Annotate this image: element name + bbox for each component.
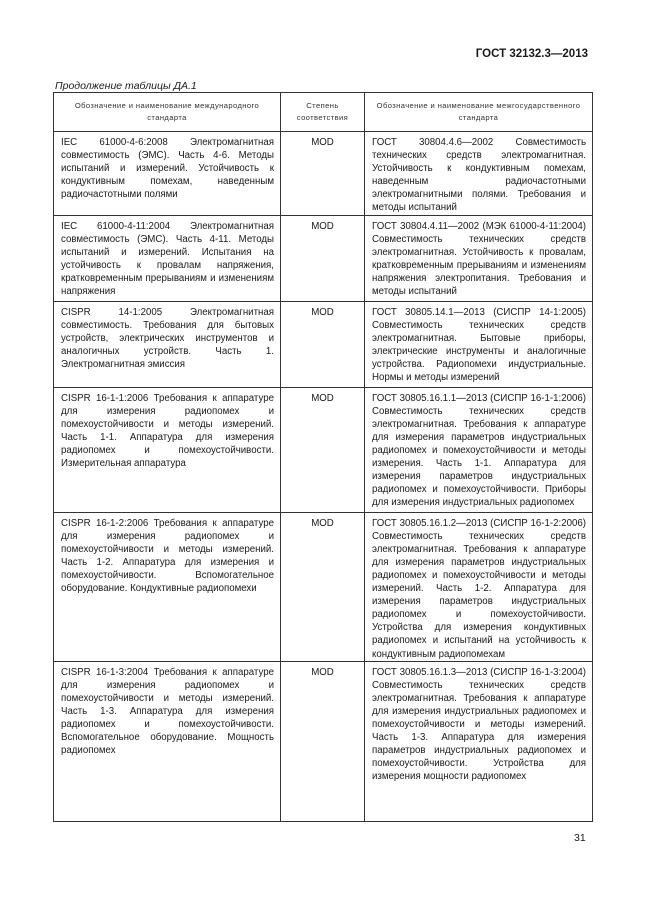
page-number: 31 <box>574 832 586 844</box>
table-row <box>54 215 593 301</box>
table-row <box>54 512 593 661</box>
cell-international-standard: CISPR 16-1-1:2006 Требования к аппаратуре для измерения радиопомех и помехоустойчивости и методы измерений. Часть 1-1. Аппаратура для измерения радиопомех и помехоустойчивости. Измерительная аппаратура <box>54 387 281 512</box>
cell-degree: MOD <box>281 132 365 216</box>
table-row <box>54 387 593 512</box>
cell-interstate-standard: ГОСТ 30805.14.1—2013 (СИСПР 14-1:2005) Совместимость технических средств электромагнитная. Бытовые приборы, электрические инструменты и аналогичные устройства. Радиопомехи индустриальные. Нормы и методы измерений <box>365 301 593 387</box>
table-row <box>54 661 593 821</box>
cell-international-standard: CISPR 16-1-3:2004 Требования к аппаратуре для измерения радиопомех и помехоустойчивости и методы измерений. Часть 1-3. Аппаратура для измерения радиопомех и помехоустойчивости. Вспомогательное оборудование. Мощность радиопомех <box>54 661 281 821</box>
cell-interstate-standard: ГОСТ 30805.16.1.2—2013 (СИСПР 16-1-2:2006) Совместимость технических средств электромагнитная. Требования к аппаратуре для измерения параметров индустриальных радиопомех и помехоустойчивости и методы измерений. Часть 1-2. Аппаратура для измерения параметров индустриальных радиопомех и помехоустойчивости. Устройства для измерения кондуктивных радиопомех и испытаний на устойчивость к кондуктивным радиопомехам <box>365 512 593 661</box>
cell-degree: MOD <box>281 512 365 661</box>
cell-interstate-standard: ГОСТ 30805.16.1.1—2013 (СИСПР 16-1-1:2006) Совместимость технических средств электромагнитная. Требования к аппаратуре для измерения параметров индустриальных радиопомех и помехоустойчивости и методы измерения. Часть 1-1. Аппаратура для измерения параметров индустриальных радиопомех и помехоустойчивости. Приборы для измерения индустриальных радиопомех <box>365 387 593 512</box>
cell-degree: MOD <box>281 387 365 512</box>
cell-international-standard: IEC 61000-4-11:2004 Электромагнитная совместимость (ЭМС). Часть 4-11. Методы испытаний и измерений. Испытания на устойчивость к провалам напряжения, кратковременным прерываниям и изменениям напряжения <box>54 215 281 301</box>
cell-international-standard: CISPR 14-1:2005 Электромагнитная совместимость. Требования для бытовых устройств, электрических инструментов и аналогичных устройств. Часть 1. Электромагнитная эмиссия <box>54 301 281 387</box>
cell-interstate-standard: ГОСТ 30804.4.6—2002 Совместимость технических средств электромагнитная. Устойчивость к кондуктивным помехам, наведенным радиочастотными электромагнитными полями. Требования и методы испытаний <box>365 132 593 216</box>
header-degree-of-correspondence: Степень соответствия <box>281 93 365 132</box>
standard-designation: ГОСТ 32132.3—2013 <box>475 48 588 60</box>
table-header-row <box>54 93 593 132</box>
header-interstate-standard: Обозначение и наименование межгосударственного стандарта <box>365 93 593 132</box>
table-row <box>54 132 593 216</box>
cell-degree: MOD <box>281 661 365 821</box>
header-international-standard: Обозначение и наименование международного стандарта <box>54 93 281 132</box>
cell-degree: MOD <box>281 215 365 301</box>
cell-interstate-standard: ГОСТ 30805.16.1.3—2013 (СИСПР 16-1-3:2004) Совместимость технических средств электромагнитная. Требования к аппаратуре для измерения индустриальных радиопомех и помехоустойчивости и методы измерений. Часть 1-3. Аппаратура для измерения параметров индустриальных радиопомех и помехоустойчивости. Устройства для измерения мощности радиопомех <box>365 661 593 821</box>
cell-interstate-standard: ГОСТ 30804.4.11—2002 (МЭК 61000-4-11:2004) Совместимость технических средств электромагнитная. Устойчивость к провалам, кратковременным прерываниям и изменениям напряжения электропитания. Требования и методы испытаний <box>365 215 593 301</box>
cell-international-standard: IEC 61000-4-6:2008 Электромагнитная совместимость (ЭМС). Часть 4-6. Методы испытаний и измерений. Устойчивость к кондуктивным помехам, наведенным радиочастотными полями <box>54 132 281 216</box>
cell-international-standard: CISPR 16-1-2:2006 Требования к аппаратуре для измерения радиопомех и помехоустойчивости и методы измерений. Часть 1-2. Аппаратура для измерения и помехоустойчивости. Вспомогательное оборудование. Кондуктивные радиопомехи <box>54 512 281 661</box>
table-caption: Продолжение таблицы ДА.1 <box>55 80 197 92</box>
cell-degree: MOD <box>281 301 365 387</box>
table-row <box>54 301 593 387</box>
correspondence-table <box>53 92 593 822</box>
